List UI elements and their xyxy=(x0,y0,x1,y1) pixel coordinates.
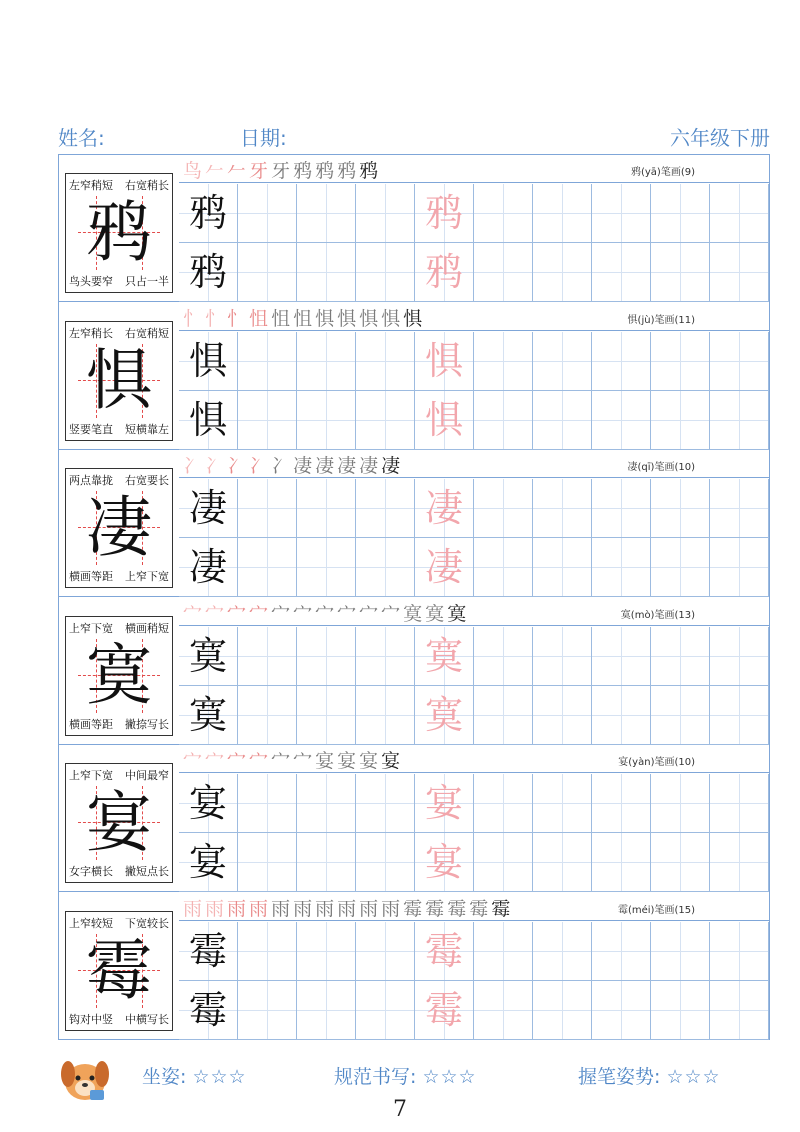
writing-grid xyxy=(179,332,769,450)
tianzige-cell[interactable] xyxy=(533,627,592,686)
example-character: 鸦 xyxy=(188,191,227,235)
trace-character: 霉 xyxy=(424,928,463,973)
tianzige-cell[interactable] xyxy=(651,332,710,391)
writing-label: 规范书写: xyxy=(334,1066,417,1088)
stroke-step: 宀 xyxy=(205,602,228,625)
stroke-step: 宀 xyxy=(227,602,250,625)
stroke-step: 雨 xyxy=(315,897,338,920)
stroke-step: 鸦 xyxy=(293,160,316,182)
tianzige-cell[interactable] xyxy=(710,184,769,243)
stroke-step: 宀 xyxy=(359,602,382,625)
stroke-order-row xyxy=(179,155,769,183)
stroke-step: 凄 xyxy=(293,455,316,477)
stroke-step: 凄 xyxy=(381,455,404,477)
model-character-box xyxy=(65,468,173,588)
page-number: 7 xyxy=(393,1097,407,1122)
tianzige-cell[interactable] xyxy=(356,538,415,597)
tianzige-cell[interactable] xyxy=(533,538,592,597)
stroke-step: 凄 xyxy=(315,455,338,477)
tianzige-cell[interactable] xyxy=(297,243,356,302)
tip-bottom-right: 撇捺写长 xyxy=(125,717,169,731)
tianzige-cell[interactable] xyxy=(592,833,651,892)
stroke-step: 冫 xyxy=(205,455,228,477)
tip-bottom-right: 中横写长 xyxy=(125,1012,169,1026)
tianzige-cell[interactable] xyxy=(710,627,769,686)
tianzige-cell[interactable] xyxy=(356,391,415,450)
tianzige-cell[interactable] xyxy=(297,922,356,981)
tip-bottom-right: 撇短点长 xyxy=(125,865,169,878)
tianzige-cell[interactable] xyxy=(651,243,710,302)
trace-character: 寞 xyxy=(424,633,463,678)
tianzige-cell[interactable] xyxy=(592,627,651,686)
tianzige-cell[interactable] xyxy=(356,922,415,981)
tip-top-right: 右宽稍短 xyxy=(125,326,169,340)
model-character-box xyxy=(65,616,173,736)
character-block xyxy=(59,303,769,450)
tianzige-cell[interactable] xyxy=(592,922,651,981)
tianzige-cell[interactable] xyxy=(238,774,297,833)
tianzige-cell[interactable] xyxy=(415,627,474,686)
tianzige-cell[interactable] xyxy=(297,184,356,243)
tip-top-left: 左窄稍短 xyxy=(69,179,113,192)
tianzige-cell[interactable] xyxy=(179,686,238,745)
writing-grid xyxy=(179,774,769,892)
stroke-step: 𠂉 xyxy=(205,160,228,182)
stroke-step: 忄 xyxy=(183,307,206,330)
tianzige-cell[interactable] xyxy=(415,184,474,243)
tianzige-cell[interactable] xyxy=(474,538,533,597)
stroke-step: 鸟 xyxy=(183,160,206,182)
stroke-step: 宀 xyxy=(227,750,250,772)
tianzige-cell[interactable] xyxy=(533,332,592,391)
pinyin-stroke-count: 鸦(yā)笔画(9) xyxy=(630,167,695,178)
stroke-step: 惧 xyxy=(315,307,338,330)
stroke-step: 雨 xyxy=(381,897,404,920)
stroke-step: 雨 xyxy=(359,897,382,920)
stroke-sequence xyxy=(183,156,381,183)
tianzige-cell[interactable] xyxy=(474,627,533,686)
tianzige-cell[interactable] xyxy=(710,479,769,538)
character-block xyxy=(59,745,769,892)
tip-bottom-left: 横画等距 xyxy=(69,570,113,583)
stroke-step: 宀 xyxy=(271,602,294,625)
stroke-step: 忄 xyxy=(205,307,228,330)
tianzige-cell[interactable] xyxy=(474,833,533,892)
tianzige-cell[interactable] xyxy=(533,184,592,243)
model-character: 宴 xyxy=(86,784,152,861)
tianzige-cell[interactable] xyxy=(415,391,474,450)
tianzige-cell[interactable] xyxy=(356,184,415,243)
stroke-step: 寞 xyxy=(403,602,426,625)
model-character: 霉 xyxy=(86,931,152,1009)
tianzige-cell[interactable] xyxy=(710,922,769,981)
stroke-step: 霉 xyxy=(403,897,426,920)
writing-grid xyxy=(179,922,769,1040)
stroke-step: 惧 xyxy=(337,307,360,330)
tianzige-cell[interactable] xyxy=(238,627,297,686)
tianzige-cell[interactable] xyxy=(415,538,474,597)
stroke-sequence xyxy=(183,746,403,773)
grip-rating xyxy=(578,1062,721,1089)
tianzige-cell[interactable] xyxy=(592,981,651,1040)
stroke-step: 雨 xyxy=(205,897,228,920)
stroke-step: 𠂉 xyxy=(227,160,250,182)
trace-character: 惧 xyxy=(424,338,463,383)
tip-top-left: 上窄下宽 xyxy=(69,769,113,782)
character-block xyxy=(59,450,769,597)
tianzige-cell[interactable] xyxy=(297,774,356,833)
example-character: 惧 xyxy=(188,338,227,383)
tianzige-cell[interactable] xyxy=(651,184,710,243)
tip-bottom-left: 钩对中竖 xyxy=(69,1012,113,1026)
tianzige-cell[interactable] xyxy=(474,332,533,391)
stroke-step: 宀 xyxy=(271,750,294,772)
writing-rating xyxy=(334,1062,477,1089)
tianzige-cell[interactable] xyxy=(238,332,297,391)
stroke-step: 宴 xyxy=(315,750,338,772)
pinyin-stroke-count: 霉(méi)笔画(15) xyxy=(617,904,695,916)
stroke-step: 霉 xyxy=(425,897,448,920)
stroke-step: 宀 xyxy=(337,602,360,625)
tianzige-cell[interactable] xyxy=(651,391,710,450)
trace-character: 宴 xyxy=(424,840,463,884)
stroke-step: 怚 xyxy=(271,307,294,330)
stroke-step: 宀 xyxy=(381,602,404,625)
tip-bottom-right: 只占一半 xyxy=(125,275,169,288)
tianzige-cell[interactable] xyxy=(238,981,297,1040)
tip-top-left: 上窄下宽 xyxy=(69,621,113,635)
stroke-step: 霉 xyxy=(469,897,492,920)
stroke-step: 鸦 xyxy=(337,160,360,182)
posture-rating xyxy=(142,1062,247,1089)
stroke-step: 惧 xyxy=(359,307,382,330)
stroke-step: 雨 xyxy=(249,897,272,920)
stroke-step: 忄 xyxy=(227,307,250,330)
pinyin-stroke-count: 寞(mò)笔画(13) xyxy=(620,609,695,621)
tianzige-cell[interactable] xyxy=(356,686,415,745)
stroke-order-row xyxy=(179,745,769,773)
stroke-step: 雨 xyxy=(293,897,316,920)
tianzige-cell[interactable] xyxy=(651,627,710,686)
stroke-order-row xyxy=(179,893,769,921)
tianzige-cell[interactable] xyxy=(710,981,769,1040)
tianzige-cell[interactable] xyxy=(651,686,710,745)
tianzige-cell[interactable] xyxy=(415,686,474,745)
tip-bottom-right: 短横靠左 xyxy=(125,422,169,436)
stroke-step: 牙 xyxy=(249,160,272,182)
tianzige-cell[interactable] xyxy=(297,627,356,686)
evaluation-footer xyxy=(0,1056,800,1096)
model-character: 惧 xyxy=(86,341,152,419)
stroke-step: 寞 xyxy=(447,602,470,625)
writing-grid xyxy=(179,479,769,597)
tianzige-cell[interactable] xyxy=(356,981,415,1040)
tip-bottom-left: 鸟头要窄 xyxy=(69,275,113,288)
stroke-step: 宀 xyxy=(315,602,338,625)
tianzige-cell[interactable] xyxy=(533,243,592,302)
grip-label: 握笔姿势: xyxy=(578,1066,661,1088)
trace-character: 霉 xyxy=(424,987,463,1032)
tianzige-cell[interactable] xyxy=(415,332,474,391)
tianzige-cell[interactable] xyxy=(179,833,238,892)
tianzige-cell[interactable] xyxy=(297,538,356,597)
stroke-order-row xyxy=(179,450,769,478)
tip-top-right: 下宽较长 xyxy=(125,916,169,930)
writing-stars[interactable]: ☆☆☆ xyxy=(422,1066,477,1088)
stroke-step: 怚 xyxy=(249,307,272,330)
example-character: 凄 xyxy=(188,545,227,589)
stroke-step: 宀 xyxy=(249,750,272,772)
tip-bottom-left: 女字横长 xyxy=(69,865,113,878)
stroke-step: 宴 xyxy=(381,750,404,772)
tianzige-cell[interactable] xyxy=(474,479,533,538)
stroke-step: 雨 xyxy=(271,897,294,920)
tip-bottom-right: 上窄下宽 xyxy=(125,570,169,583)
stroke-step: 寞 xyxy=(425,602,448,625)
tianzige-cell[interactable] xyxy=(651,538,710,597)
pinyin-stroke-count: 惧(jù)笔画(11) xyxy=(627,314,695,326)
tip-bottom-left: 横画等距 xyxy=(69,717,113,731)
tip-top-left: 上窄较短 xyxy=(69,916,113,930)
tianzige-cell[interactable] xyxy=(415,243,474,302)
stroke-step: 霉 xyxy=(447,897,470,920)
tianzige-cell[interactable] xyxy=(356,243,415,302)
tianzige-cell[interactable] xyxy=(651,981,710,1040)
stroke-step: 宀 xyxy=(249,602,272,625)
tianzige-cell[interactable] xyxy=(179,391,238,450)
tianzige-cell[interactable] xyxy=(533,774,592,833)
posture-stars[interactable]: ☆☆☆ xyxy=(192,1066,247,1088)
tianzige-cell[interactable] xyxy=(238,243,297,302)
trace-character: 凄 xyxy=(424,545,463,589)
tianzige-cell[interactable] xyxy=(356,332,415,391)
practice-sheet xyxy=(58,154,770,1040)
tianzige-cell[interactable] xyxy=(297,479,356,538)
tianzige-cell[interactable] xyxy=(592,538,651,597)
example-character: 宴 xyxy=(188,840,227,884)
tianzige-cell[interactable] xyxy=(179,184,238,243)
stroke-step: 惧 xyxy=(403,307,426,330)
tianzige-cell[interactable] xyxy=(297,981,356,1040)
model-character-box xyxy=(65,763,173,883)
tianzige-cell[interactable] xyxy=(474,184,533,243)
example-character: 寞 xyxy=(188,692,227,737)
tianzige-cell[interactable] xyxy=(710,391,769,450)
example-character: 鸦 xyxy=(188,250,227,294)
tip-top-right: 横画稍短 xyxy=(125,621,169,635)
trace-character: 凄 xyxy=(424,486,463,530)
stroke-step: 鸦 xyxy=(315,160,338,182)
model-character: 凄 xyxy=(86,489,152,566)
tip-top-left: 两点靠拢 xyxy=(69,474,113,487)
tianzige-cell[interactable] xyxy=(474,981,533,1040)
tianzige-cell[interactable] xyxy=(415,479,474,538)
tianzige-cell[interactable] xyxy=(297,686,356,745)
tianzige-cell[interactable] xyxy=(238,538,297,597)
tip-top-right: 中间最窄 xyxy=(125,769,169,782)
tip-bottom-left: 竖要笔直 xyxy=(69,422,113,436)
example-character: 凄 xyxy=(188,486,227,530)
grip-stars[interactable]: ☆☆☆ xyxy=(666,1066,721,1088)
stroke-step: 惧 xyxy=(381,307,404,330)
tianzige-cell[interactable] xyxy=(474,922,533,981)
stroke-step: 宀 xyxy=(205,750,228,772)
stroke-step: 雨 xyxy=(227,897,250,920)
tianzige-cell[interactable] xyxy=(297,833,356,892)
tianzige-cell[interactable] xyxy=(710,774,769,833)
tianzige-cell[interactable] xyxy=(415,922,474,981)
writing-grid xyxy=(179,627,769,745)
stroke-step: 宀 xyxy=(183,602,206,625)
tianzige-cell[interactable] xyxy=(238,833,297,892)
tianzige-cell[interactable] xyxy=(710,538,769,597)
stroke-step: 雨 xyxy=(337,897,360,920)
stroke-step: 宀 xyxy=(293,602,316,625)
tianzige-cell[interactable] xyxy=(238,184,297,243)
date-label: 日期: xyxy=(240,126,287,150)
tianzige-cell[interactable] xyxy=(533,686,592,745)
stroke-step: 宴 xyxy=(359,750,382,772)
trace-character: 鸦 xyxy=(424,250,463,294)
example-character: 寞 xyxy=(188,633,227,678)
tianzige-cell[interactable] xyxy=(179,479,238,538)
tianzige-cell[interactable] xyxy=(710,243,769,302)
tianzige-cell[interactable] xyxy=(592,774,651,833)
tianzige-cell[interactable] xyxy=(592,184,651,243)
stroke-step: 冫 xyxy=(271,455,294,477)
stroke-step: 冫 xyxy=(227,455,250,477)
tianzige-cell[interactable] xyxy=(533,981,592,1040)
page-header xyxy=(58,122,770,152)
example-character: 惧 xyxy=(188,397,227,442)
tianzige-cell[interactable] xyxy=(592,332,651,391)
tianzige-cell[interactable] xyxy=(179,627,238,686)
stroke-step: 凄 xyxy=(359,455,382,477)
tip-top-right: 右宽稍长 xyxy=(125,179,169,192)
writing-grid xyxy=(179,184,769,302)
tianzige-cell[interactable] xyxy=(474,774,533,833)
stroke-step: 冫 xyxy=(183,455,206,477)
tianzige-cell[interactable] xyxy=(592,391,651,450)
model-character-box xyxy=(65,173,173,293)
tianzige-cell[interactable] xyxy=(238,391,297,450)
tianzige-cell[interactable] xyxy=(179,332,238,391)
trace-character: 寞 xyxy=(424,692,463,737)
tianzige-cell[interactable] xyxy=(651,833,710,892)
stroke-sequence xyxy=(183,304,425,331)
character-block xyxy=(59,598,769,745)
character-block xyxy=(59,155,769,302)
stroke-step: 宴 xyxy=(337,750,360,772)
stroke-sequence xyxy=(183,894,513,921)
tianzige-cell[interactable] xyxy=(297,332,356,391)
tianzige-cell[interactable] xyxy=(297,391,356,450)
example-character: 宴 xyxy=(188,781,227,825)
stroke-order-row xyxy=(179,303,769,331)
example-character: 霉 xyxy=(188,928,227,973)
tianzige-cell[interactable] xyxy=(710,332,769,391)
tianzige-cell[interactable] xyxy=(238,479,297,538)
tianzige-cell[interactable] xyxy=(592,243,651,302)
tianzige-cell[interactable] xyxy=(415,981,474,1040)
tianzige-cell[interactable] xyxy=(238,686,297,745)
stroke-sequence xyxy=(183,599,469,626)
stroke-step: 怚 xyxy=(293,307,316,330)
stroke-step: 鸦 xyxy=(359,160,382,182)
pinyin-stroke-count: 凄(qī)笔画(10) xyxy=(627,462,695,473)
tianzige-cell[interactable] xyxy=(415,774,474,833)
posture-label: 坐姿: xyxy=(142,1066,187,1088)
tianzige-cell[interactable] xyxy=(474,686,533,745)
grade-label: 六年级下册 xyxy=(670,126,770,150)
stroke-step: 宀 xyxy=(183,750,206,772)
tianzige-cell[interactable] xyxy=(533,833,592,892)
tianzige-cell[interactable] xyxy=(179,538,238,597)
tianzige-cell[interactable] xyxy=(710,833,769,892)
tianzige-cell[interactable] xyxy=(651,774,710,833)
trace-character: 鸦 xyxy=(424,191,463,235)
tianzige-cell[interactable] xyxy=(179,922,238,981)
stroke-step: 宀 xyxy=(293,750,316,772)
example-character: 霉 xyxy=(188,987,227,1032)
tianzige-cell[interactable] xyxy=(356,833,415,892)
tianzige-cell[interactable] xyxy=(592,686,651,745)
model-character-box xyxy=(65,911,173,1031)
tianzige-cell[interactable] xyxy=(474,391,533,450)
tianzige-cell[interactable] xyxy=(415,833,474,892)
tianzige-cell[interactable] xyxy=(179,243,238,302)
stroke-step: 雨 xyxy=(183,897,206,920)
stroke-order-row xyxy=(179,598,769,626)
tianzige-cell[interactable] xyxy=(238,922,297,981)
tianzige-cell[interactable] xyxy=(179,774,238,833)
tip-top-left: 左窄稍长 xyxy=(69,326,113,340)
model-character-box xyxy=(65,321,173,441)
pinyin-stroke-count: 宴(yàn)笔画(10) xyxy=(618,757,695,768)
tianzige-cell[interactable] xyxy=(651,922,710,981)
stroke-step: 霉 xyxy=(491,897,514,920)
stroke-step: 冫 xyxy=(249,455,272,477)
tianzige-cell[interactable] xyxy=(651,479,710,538)
stroke-step: 牙 xyxy=(271,160,294,182)
tianzige-cell[interactable] xyxy=(474,243,533,302)
tianzige-cell[interactable] xyxy=(533,391,592,450)
tianzige-cell[interactable] xyxy=(533,922,592,981)
tianzige-cell[interactable] xyxy=(533,479,592,538)
tianzige-cell[interactable] xyxy=(356,627,415,686)
tianzige-cell[interactable] xyxy=(710,686,769,745)
model-character: 鸦 xyxy=(86,194,152,271)
stroke-step: 凄 xyxy=(337,455,360,477)
model-character: 寞 xyxy=(86,636,152,714)
trace-character: 惧 xyxy=(424,397,463,442)
tianzige-cell[interactable] xyxy=(179,981,238,1040)
name-label: 姓名: xyxy=(58,126,105,150)
stroke-sequence xyxy=(183,451,403,478)
tianzige-cell[interactable] xyxy=(592,479,651,538)
character-block xyxy=(59,893,769,1040)
tianzige-cell[interactable] xyxy=(356,479,415,538)
tianzige-cell[interactable] xyxy=(356,774,415,833)
tip-top-right: 右宽要长 xyxy=(125,474,169,487)
trace-character: 宴 xyxy=(424,781,463,825)
